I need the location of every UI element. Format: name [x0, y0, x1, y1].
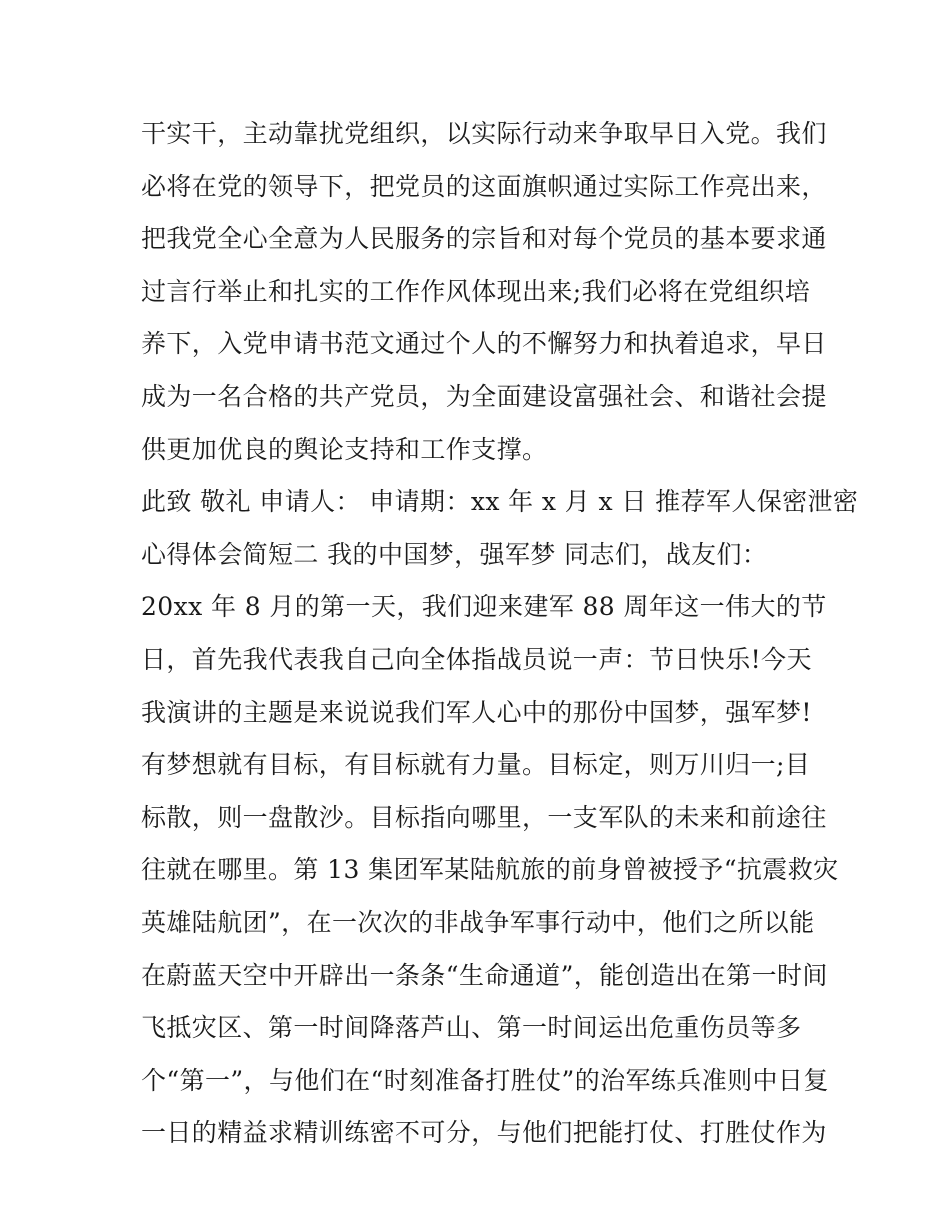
document-body — [141, 108, 859, 1160]
text-line: 标散，则一盘散沙。目标指向哪里，一支军队的未来和前途往 — [141, 802, 827, 832]
text-line: 一日的精益求精训练密不可分，与他们把能打仗、打胜仗作为 — [141, 1118, 827, 1148]
text-line: 必将在党的领导下，把党员的这面旗帜通过实际工作亮出来， — [141, 171, 827, 201]
text-line: 把我党全心全意为人民服务的宗旨和对每个党员的基本要求通 — [141, 224, 827, 254]
text-line: 个“第一”，与他们在“时刻准备打胜仗”的治军练兵准则中日复 — [141, 1065, 829, 1095]
text-line: 有梦想就有目标，有目标就有力量。目标定，则万川归一;目 — [141, 750, 811, 780]
text-line: 干实干，主动靠扰党组织，以实际行动来争取早日入党。我们 — [141, 119, 827, 148]
text-line: 往就在哪里。第 13 集团军某陆航旅的前身曾被授予“抗震救灾 — [141, 855, 839, 885]
text-line: 飞抵灾区、第一时间降落芦山、第一时间运出危重伤员等多 — [141, 1013, 802, 1043]
text-line: 日，首先我代表我自己向全体指战员说一声：节日快乐!今天 — [141, 644, 812, 674]
text-line: 英雄陆航团”，在一次次的非战争军事行动中，他们之所以能 — [141, 907, 815, 937]
text-line: 此致 敬礼 申请人： 申请期：xx 年 x 月 x 日 推荐军人保密泄密 — [141, 487, 859, 517]
text-line: 过言行举止和扎实的工作作风体现出来;我们必将在党组织培 — [141, 276, 811, 306]
text-line: 心得体会简短二 我的中国梦，强军梦 同志们，战友们： — [141, 539, 768, 569]
text-line: 成为一名合格的共产党员，为全面建设富强社会、和谐社会提 — [141, 381, 827, 411]
text-line: 我演讲的主题是来说说我们军人心中的那份中国梦，强军梦! — [141, 697, 812, 727]
text-line: 20xx 年 8 月的第一天，我们迎来建军 88 周年这一伟大的节 — [141, 592, 827, 622]
text-line: 供更加优良的舆论支持和工作支撑。 — [141, 434, 548, 464]
text-line: 在蔚蓝天空中开辟出一条条“生命通道”，能创造出在第一时间 — [141, 960, 828, 990]
text-line: 养下，入党申请书范文通过个人的不懈努力和执着追求，早日 — [141, 329, 827, 359]
